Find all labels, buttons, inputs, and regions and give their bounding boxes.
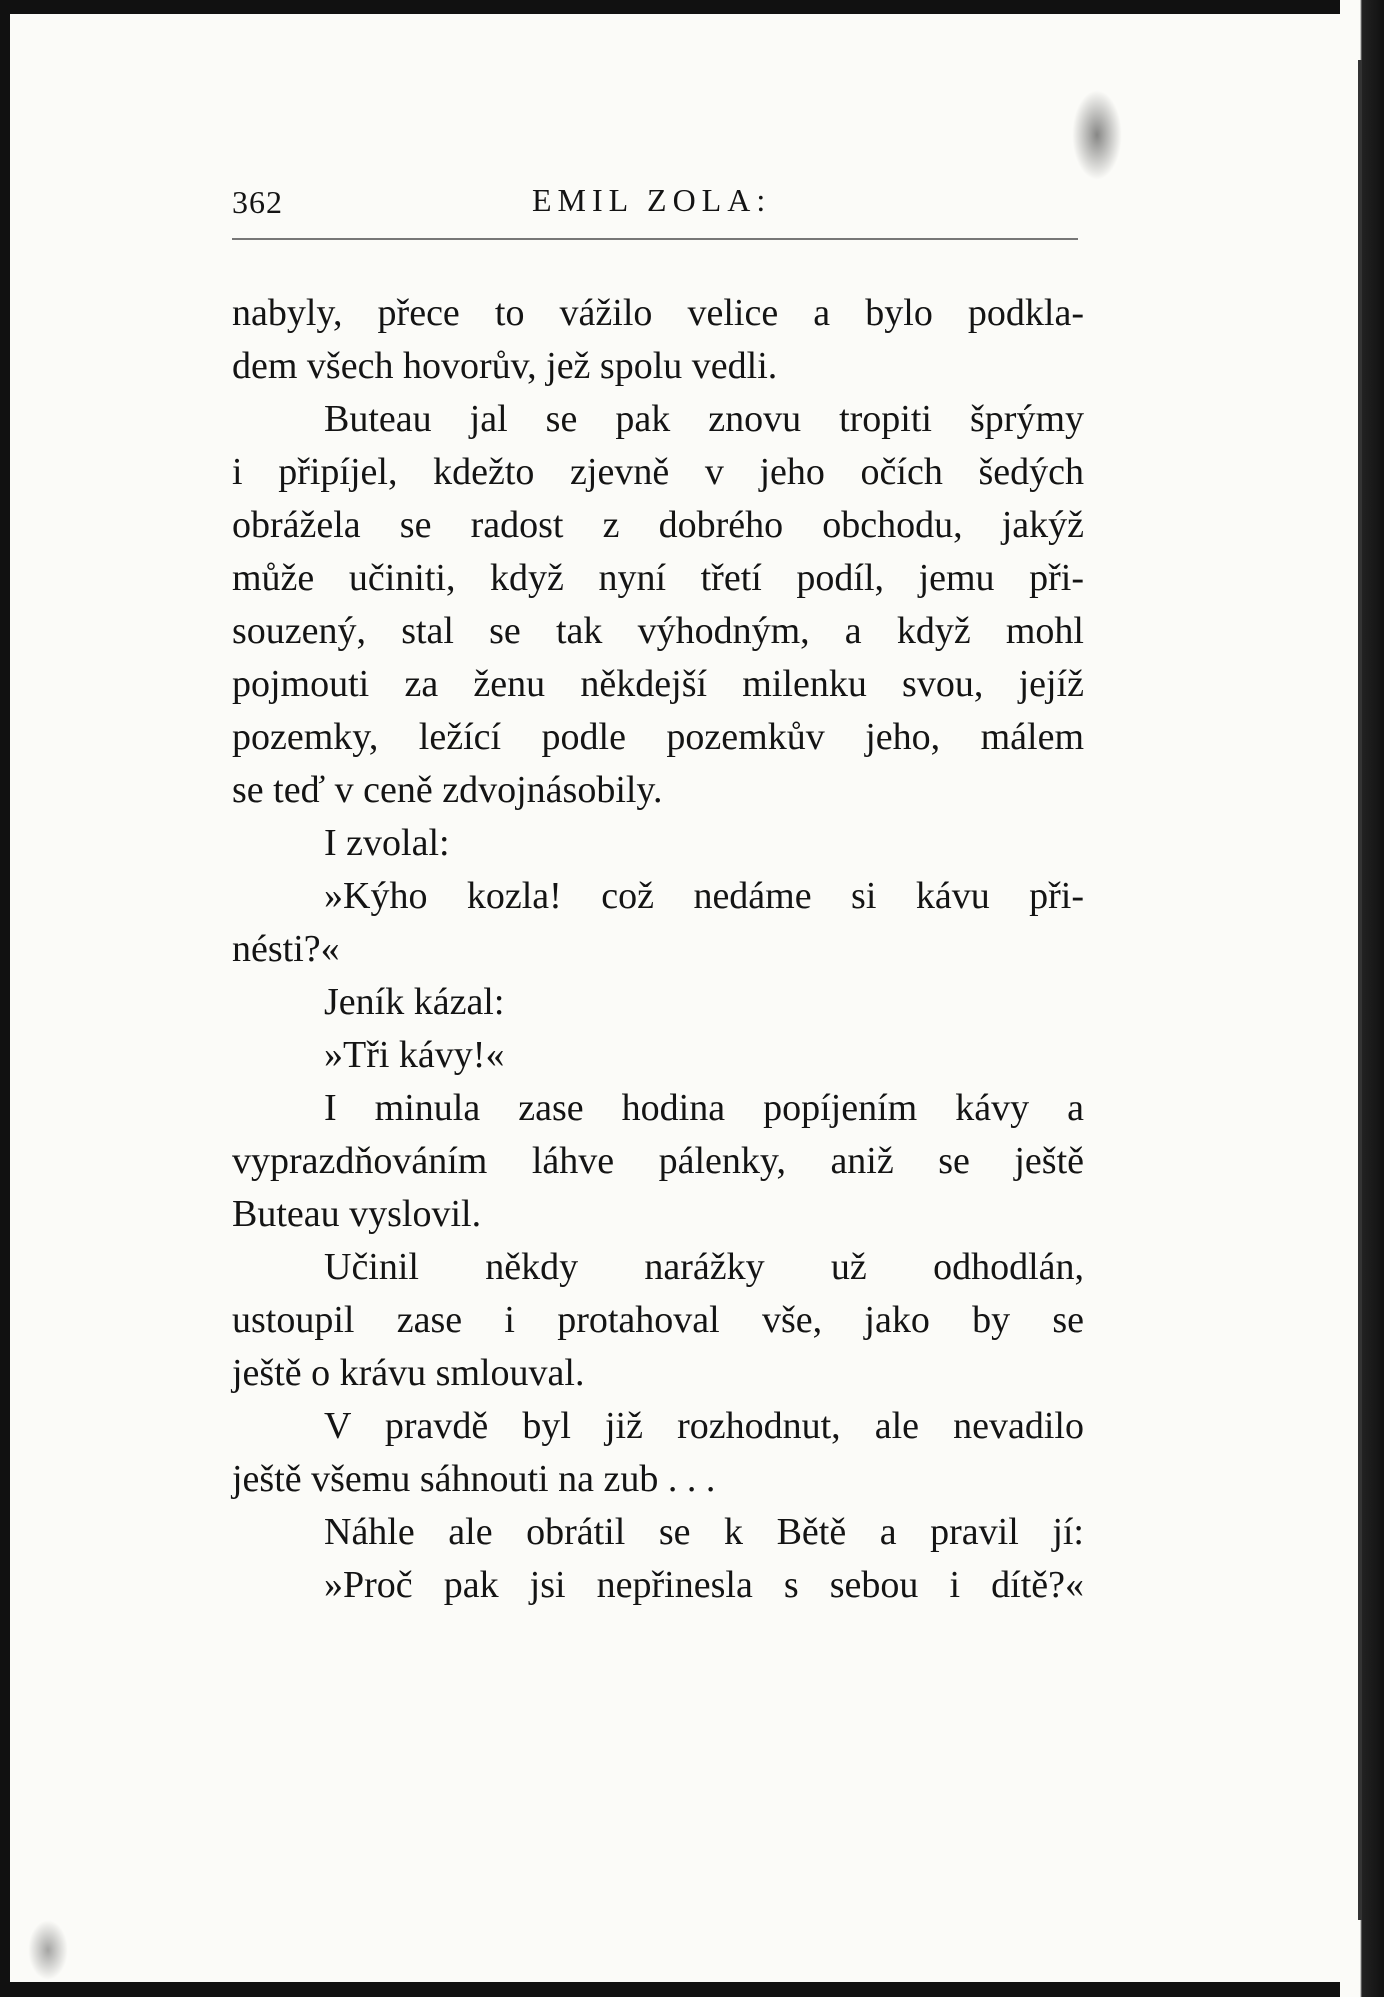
text-line: Buteau vyslovil. [232,1193,482,1235]
text-line: »Proč pak jsi nepřinesla s sebou i dítě?« [324,1564,1084,1606]
text-line: V pravdě byl již rozhodnut, ale nevadilo [324,1405,1084,1447]
page-edge-shadow [1340,0,1384,1997]
text-line: vyprazdňováním láhve pálenky, aniž se ještě [232,1140,1084,1182]
body-text [232,287,1084,1612]
text-line: nésti?« [232,928,340,970]
text-line: Buteau jal se pak znovu tropiti šprýmy [324,398,1084,440]
page-header [232,180,1072,230]
running-head: EMIL ZOLA: [532,182,772,218]
text-line: i připíjel, kdežto zjevně v jeho očích šedých [232,451,1084,493]
text-line: Jeník kázal: [324,981,505,1023]
text-line: I minula zase hodina popíjením kávy a [324,1087,1084,1129]
text-line: obrážela se radost z dobrého obchodu, jakýž [232,504,1084,546]
binding-line [1358,60,1362,1920]
text-line: pojmouti za ženu někdejší milenku svou, jejíž [232,663,1084,705]
text-line: dem všech hovorův, jež spolu vedli. [232,345,778,387]
text-line: »Kýho kozla! což nedáme si kávu při- [324,875,1084,917]
text-line: I zvolal: [324,822,450,864]
text-line: »Tři kávy!« [324,1034,505,1076]
header-rule [232,238,1078,240]
ink-smudge-bottom [28,1920,68,1980]
text-line: Učinil někdy narážky už odhodlán, [324,1246,1084,1288]
text-line: může učiniti, když nyní třetí podíl, jemu při- [232,557,1084,599]
text-line: souzený, stal se tak výhodným, a když mohl [232,610,1084,652]
text-line: Náhle ale obrátil se k Bětě a pravil jí: [324,1511,1084,1553]
text-line: se teď v ceně zdvojnásobily. [232,769,663,811]
page-number: 362 [232,184,283,220]
text-line: pozemky, ležící podle pozemkův jeho, málem [232,716,1084,758]
text-line: nabyly, přece to vážilo velice a bylo podkla- [232,292,1084,334]
text-line: ještě o krávu smlouval. [232,1352,585,1394]
text-line: ustoupil zase i protahoval vše, jako by se [232,1299,1084,1341]
ink-smudge-top [1072,90,1122,180]
text-line: ještě všemu sáhnouti na zub . . . [232,1458,716,1500]
